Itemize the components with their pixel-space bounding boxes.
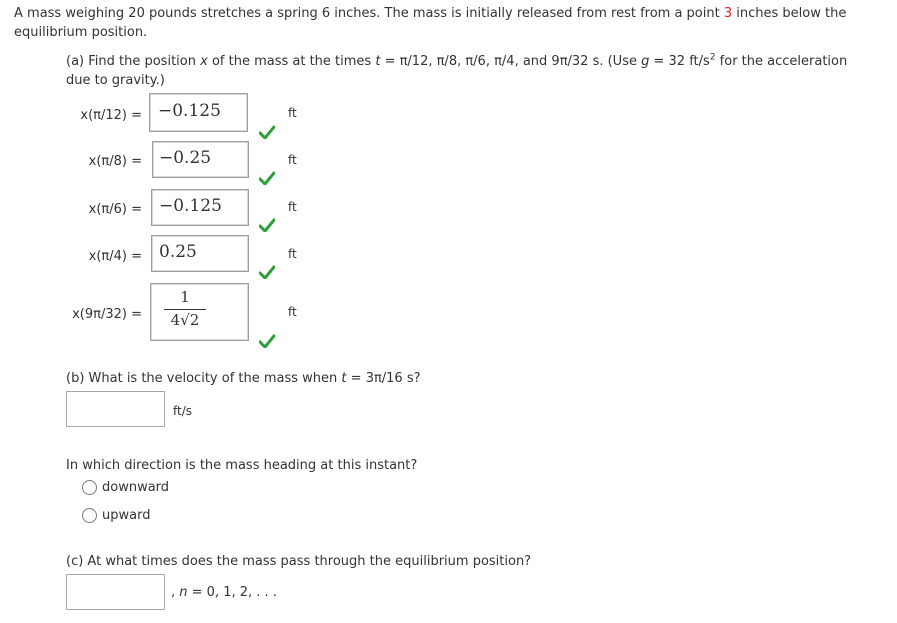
radio-upward[interactable] (82, 508, 97, 523)
highlighted-value: 3 (723, 6, 733, 21)
option-upward-label[interactable]: upward (102, 508, 151, 523)
option-downward-label[interactable]: downward (102, 480, 170, 495)
problem-statement-line2: equilibrium position. (14, 25, 148, 40)
fraction-denominator: 4√2 (170, 311, 200, 329)
answer-label-pi-8: x(π/8) = (88, 154, 142, 169)
velocity-input[interactable] (66, 391, 165, 427)
answer-value: −0.125 (159, 196, 222, 216)
n-range-suffix: , n = 0, 1, 2, . . . (171, 585, 277, 600)
equilibrium-times-input[interactable] (66, 574, 165, 610)
part-b-question: (b) What is the velocity of the mass when t = 3π/16 s? (66, 371, 421, 386)
part-a-question-line2: due to gravity.) (66, 73, 165, 88)
answer-value: −0.25 (159, 148, 212, 168)
direction-question: In which direction is the mass heading at this instant? (66, 458, 418, 473)
radio-downward[interactable] (82, 480, 97, 495)
answer-box-pi-6[interactable] (151, 189, 249, 226)
answer-value: −0.125 (158, 101, 221, 121)
answer-label-9pi-32: x(9π/32) = (72, 307, 142, 322)
answer-box-pi-8[interactable] (152, 141, 249, 178)
unit-ft: ft (288, 200, 297, 214)
answer-box-pi-12[interactable] (149, 93, 248, 132)
answer-label-pi-4: x(π/4) = (88, 249, 142, 264)
check-icon (259, 334, 275, 348)
answer-label-pi-6: x(π/6) = (88, 202, 142, 217)
answer-box-pi-4[interactable] (151, 235, 249, 272)
answer-value: 0.25 (159, 242, 197, 262)
fraction-bar (164, 309, 206, 310)
check-icon (259, 265, 275, 279)
check-icon (259, 125, 275, 139)
check-icon (259, 218, 275, 232)
part-c-question: (c) At what times does the mass pass through the equilibrium position? (66, 554, 532, 569)
problem-statement (14, 5, 846, 23)
unit-ft: ft (288, 247, 297, 261)
problem-text-end: inches below the (732, 6, 847, 21)
fraction-numerator: 1 (180, 288, 190, 306)
unit-ft: ft (288, 106, 297, 120)
check-icon (259, 171, 275, 185)
answer-label-pi-12: x(π/12) = (80, 108, 142, 123)
unit-ft: ft (288, 305, 297, 319)
unit-ft-per-s: ft/s (173, 404, 193, 418)
answer-box-9pi-32[interactable] (150, 283, 249, 341)
problem-text: A mass weighing 20 pounds stretches a spring 6 inches. The mass is initially released from rest from a point (14, 6, 724, 21)
part-a-question: (a) Find the position x of the mass at the times t = π/12, π/8, π/6, π/4, and 9π/32 s. (Use g = 32 $ft/s^2$ for the acceleration (66, 52, 848, 69)
unit-ft: ft (288, 153, 297, 167)
